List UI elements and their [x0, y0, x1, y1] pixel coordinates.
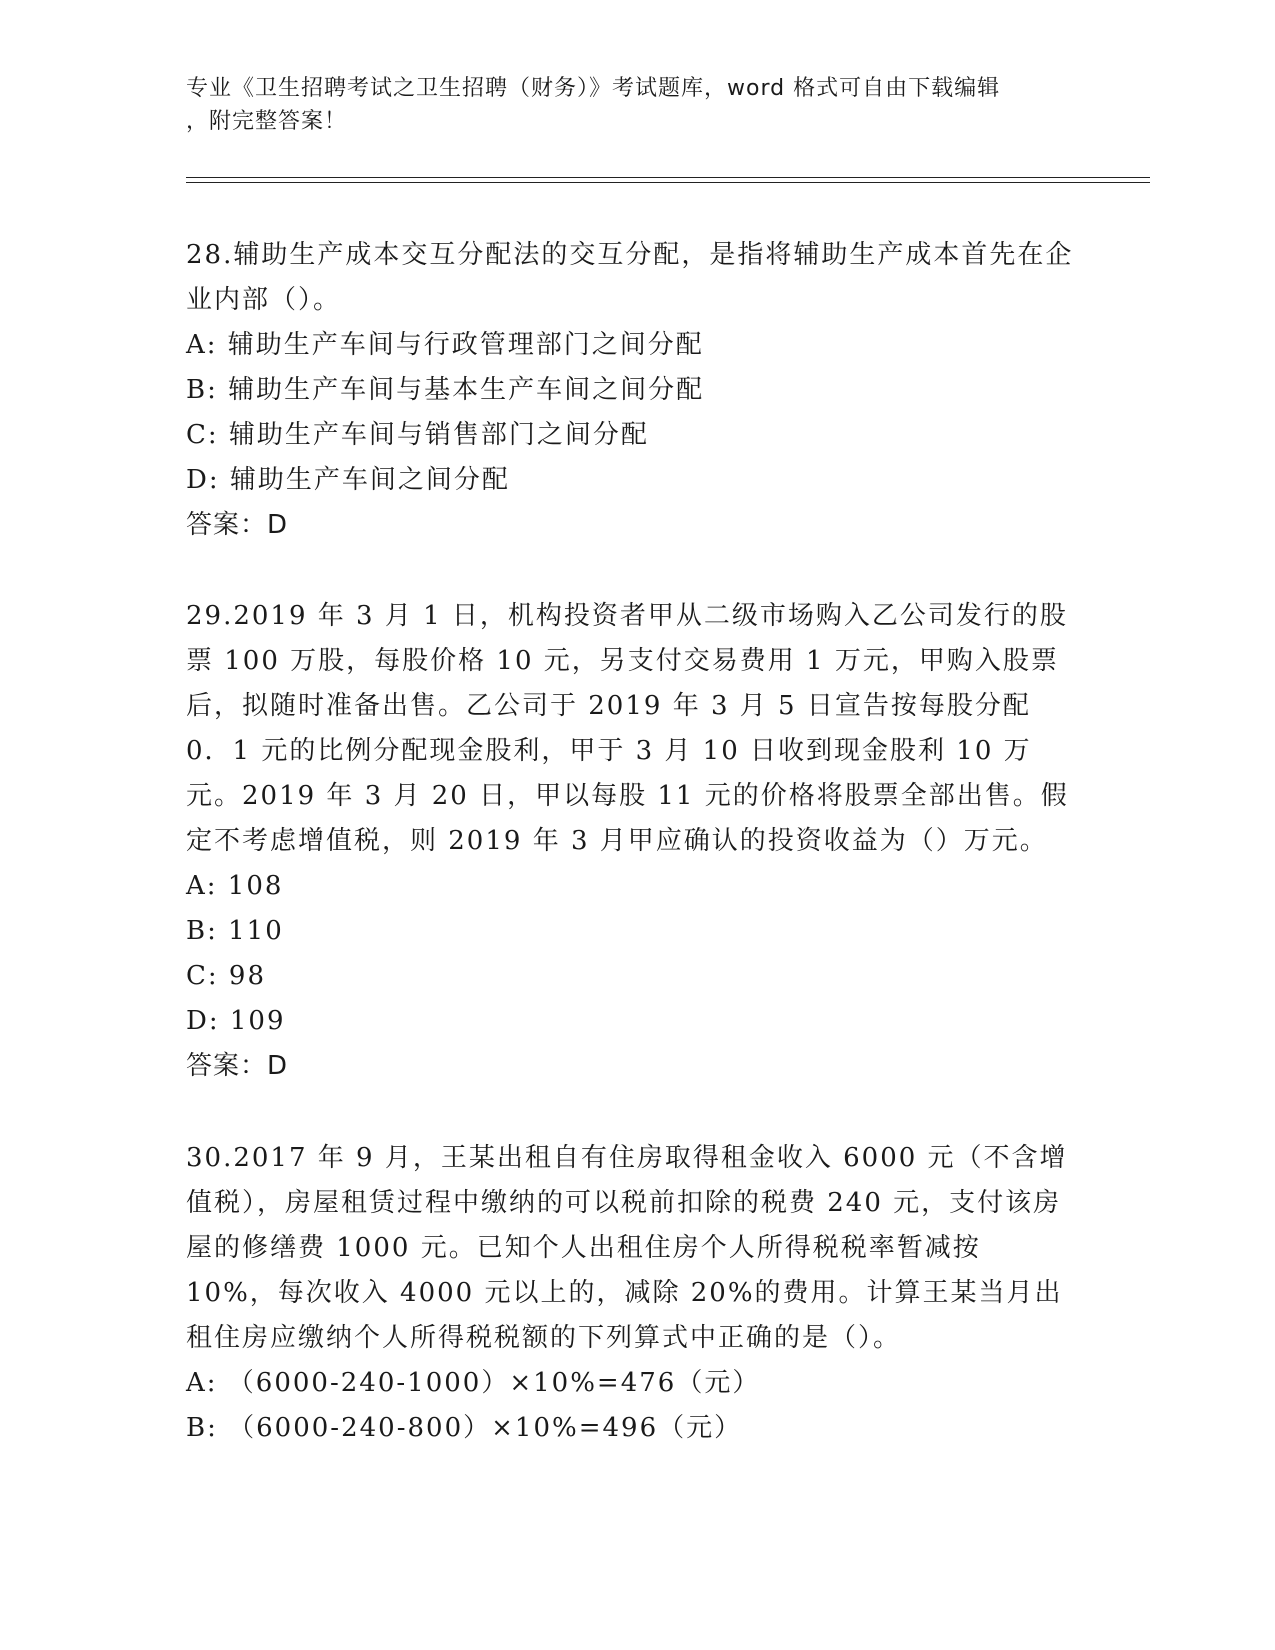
question-30	[186, 1136, 1076, 1451]
option-c: C: 辅助生产车间与销售部门之间分配	[186, 420, 649, 450]
question-28	[186, 233, 1076, 548]
answer-line: 答案：D	[186, 510, 289, 540]
question-stem: 30.2017 年 9 月，王某出租自有住房取得租金收入 6000 元（不含增值税），房屋租赁过程中缴纳的可以税前扣除的税费 240 元，支付该房屋的修缮费 1000 元。已知个人出租住房个人所得税税率暂减按 10%，每次收入 4000 元以上的，减除 20%的费用。计算王某当月出租住房应缴纳个人所得税税额的下列算式中正确的是（）。	[186, 1143, 1068, 1353]
option-a: A: （6000-240-1000）×10%=476（元）	[186, 1368, 761, 1398]
option-b: B: 辅助生产车间与基本生产车间之间分配	[186, 375, 705, 405]
header-text-line2: ，附完整答案！	[186, 109, 348, 134]
option-d: D: 109	[186, 1006, 286, 1036]
header-text-line1: 专业《卫生招聘考试之卫生招聘（财务）》考试题库，word 格式可自由下载编辑	[186, 76, 1001, 101]
header-divider-top	[186, 177, 1150, 178]
header-divider-bottom	[186, 182, 1150, 183]
option-d: D: 辅助生产车间之间分配	[186, 465, 510, 495]
option-b: B: 110	[186, 916, 284, 946]
option-b: B: （6000-240-800）×10%=496（元）	[186, 1413, 743, 1443]
answer-line: 答案：D	[186, 1051, 289, 1081]
option-c: C: 98	[186, 961, 267, 991]
question-stem: 29.2019 年 3 月 1 日，机构投资者甲从二级市场购入乙公司发行的股票 100 万股，每股价格 10 元，另支付交易费用 1 万元，甲购入股票后，拟随时准备出售。乙公司于 2019 年 3 月 5 日宣告按每股分配 0．1 元的比例分配现金股利，甲于 3 月 10 日收到现金股利 10 万元。2019 年 3 月 20 日，甲以每股 11 元的价格将股票全部出售。假定不考虑增值税，则 2019 年 3 月甲应确认的投资收益为（）万元。	[186, 601, 1069, 856]
question-stem: 28.辅助生产成本交互分配法的交互分配，是指将辅助生产成本首先在企业内部（）。	[186, 240, 1074, 315]
document-header	[186, 72, 1066, 138]
option-a: A: 辅助生产车间与行政管理部门之间分配	[186, 330, 704, 360]
question-29	[186, 594, 1076, 1089]
option-a: A: 108	[186, 871, 284, 901]
